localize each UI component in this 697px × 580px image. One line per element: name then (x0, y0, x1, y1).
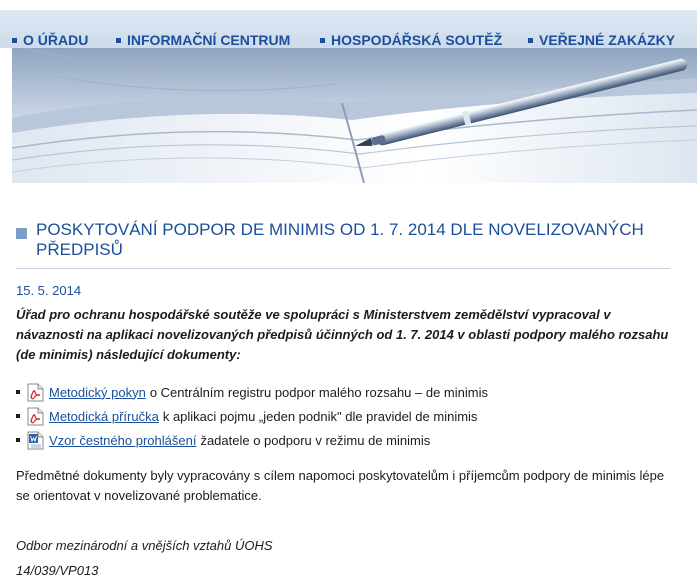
nav-bullet (320, 38, 325, 43)
nav-bullet (116, 38, 121, 43)
list-item (16, 380, 670, 404)
article (16, 220, 670, 578)
list-bullet (16, 438, 20, 442)
nav-item-hospodarska-soutez[interactable]: HOSPODÁŘSKÁ SOUTĚŽ (320, 32, 502, 48)
article-lead: Úřad pro ochranu hospodářské soutěže ve spolupráci s Ministerstvem zemědělství vypracoval v návaznosti na aplikaci novelizovaných předpisů účinných od 1. 7. 2014 v oblasti podpory malého rozsahu (de minimis) následující dokumenty: (16, 307, 669, 362)
document-link-vzor-prohlaseni[interactable]: Vzor čestného prohlášení (49, 432, 197, 448)
article-title: POSKYTOVÁNÍ PODPOR DE MINIMIS OD 1. 7. 2014 DLE NOVELIZOVANÝCH PŘEDPISŮ (36, 220, 644, 259)
article-signature: Odbor mezinárodní a vnějších vztahů ÚOHS (16, 538, 273, 553)
title-square-icon (16, 228, 27, 239)
nav-item-o-uradu[interactable]: O ÚŘADU (12, 32, 88, 48)
article-header (16, 220, 670, 269)
word-doc-icon[interactable] (27, 431, 44, 450)
nav-bullet (528, 38, 533, 43)
document-link-metodicky-pokyn[interactable]: Metodický pokyn (49, 384, 146, 400)
list-bullet (16, 414, 20, 418)
top-navigation (0, 0, 697, 48)
book-and-pen-illustration (12, 48, 697, 183)
document-description: žadatele o podporu v režimu de minimis (200, 432, 431, 448)
list-item (16, 428, 670, 452)
document-list (16, 380, 670, 452)
nav-item-verejne-zakazky[interactable]: VEŘEJNÉ ZAKÁZKY (528, 32, 675, 48)
document-link-metodicka-prirucka[interactable]: Metodická příručka (49, 408, 159, 424)
nav-item-informacni-centrum[interactable]: INFORMAČNÍ CENTRUM (116, 32, 290, 48)
list-bullet (16, 390, 20, 394)
list-item (16, 404, 670, 428)
pdf-icon[interactable] (27, 383, 44, 402)
article-date: 15. 5. 2014 (16, 283, 82, 298)
article-paragraph: Předmětné dokumenty byly vypracovány s cílem napomoci poskytovatelům i příjemcům podpory de minimis lépe se orientovat v novelizované problematice. (16, 468, 665, 503)
nav-bullet (12, 38, 17, 43)
article-reference-number: 14/039/VP013 (16, 563, 99, 578)
header-banner-image (12, 48, 697, 183)
pdf-icon[interactable] (27, 407, 44, 426)
document-description: k aplikaci pojmu „jeden podnik" dle pravidel de minimis (162, 408, 478, 424)
document-description: o Centrálním registru podpor malého rozsahu – de minimis (149, 384, 488, 400)
